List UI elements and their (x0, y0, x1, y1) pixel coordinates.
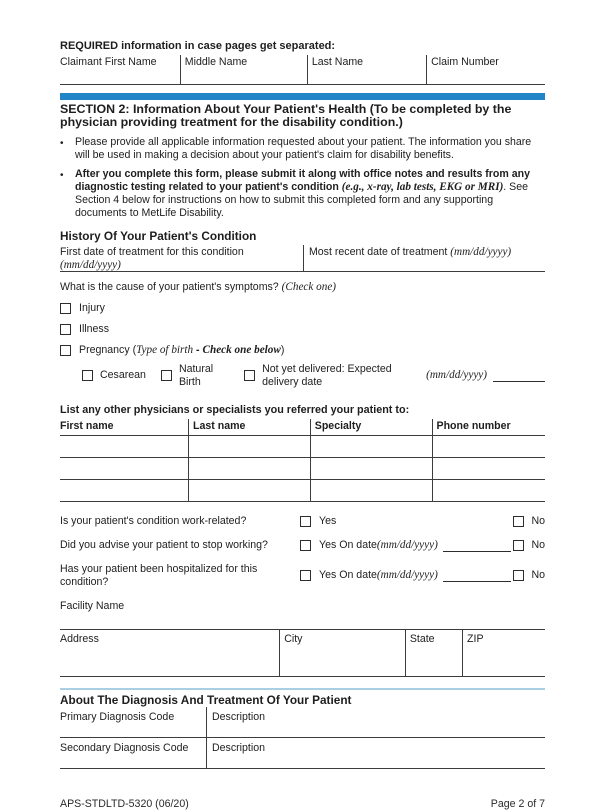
field-label: Middle Name (184, 56, 248, 68)
column-header-specialty: Specialty (310, 419, 432, 435)
no-option (513, 515, 545, 528)
bullet-text-rest: . See Section 4 below for instructions on how to submit this completed form and any supporting documents to MetLife Disability. (75, 180, 529, 219)
yes-option (300, 569, 511, 582)
cause-option-pregnancy (60, 344, 545, 357)
field-label: Claim Number (431, 56, 499, 68)
field-claimant-first-name[interactable] (60, 55, 180, 84)
checkbox-stop-working-yes[interactable] (300, 540, 311, 551)
option-label: Injury (79, 301, 105, 314)
field-middle-name[interactable] (180, 55, 307, 84)
bullet-text-examples: (e.g., x-ray, lab tests, EKG or MRI) (341, 180, 504, 193)
date-format-hint: (mm/dd/yyyy) (376, 569, 438, 582)
checkbox-work-related-yes[interactable] (300, 516, 311, 527)
field-city[interactable] (279, 630, 405, 676)
bullet-text: Please provide all applicable information requested about your patient. The information you share will be used in making a decision about your patient's claim for disability benefits. (75, 135, 532, 161)
light-blue-divider (60, 688, 545, 690)
required-fields-table (60, 55, 545, 85)
checkbox-hospitalized-yes[interactable] (300, 570, 311, 581)
referral-phone-field[interactable] (432, 458, 545, 479)
question-text: Did you advise your patient to stop working? (60, 538, 268, 551)
option-label: Not yet delivered: Expected delivery date (262, 362, 392, 388)
option-label: Pregnancy (Type of birth - Check one below) (79, 343, 285, 356)
pregnancy-type-hint: Type of birth (136, 343, 194, 356)
yes-option (300, 515, 336, 528)
field-last-name[interactable] (307, 55, 426, 84)
referral-specialty-field[interactable] (310, 480, 432, 501)
option-label: Natural Birth (178, 362, 214, 388)
hospitalized-date-field[interactable] (443, 569, 511, 582)
referral-specialty-field[interactable] (310, 436, 432, 457)
form-number: APS-STDLTD-5320 (06/20) (60, 797, 189, 810)
question-hospitalized (60, 563, 545, 589)
checkbox-natural-birth[interactable] (161, 370, 172, 381)
date-format-hint: (mm/dd/yyyy) (60, 258, 121, 271)
no-label: No (531, 569, 545, 582)
no-option (513, 539, 545, 552)
no-label: No (531, 514, 545, 527)
cause-option-injury (60, 302, 545, 315)
check-one-below-hint: Check one below (202, 343, 281, 356)
question-work-related (60, 515, 545, 528)
bullet-icon: • (60, 169, 64, 181)
check-one-hint: (Check one) (281, 280, 337, 293)
birth-type-options (82, 363, 545, 389)
referrals-table-row (60, 458, 545, 480)
facility-address-table (60, 629, 545, 677)
bullet-submit-form (60, 168, 545, 220)
field-label: First date of treatment for this condition (60, 245, 244, 258)
field-label: Secondary Diagnosis Code (60, 741, 189, 754)
referral-phone-field[interactable] (432, 480, 545, 501)
checkbox-stop-working-no[interactable] (513, 540, 524, 551)
checkbox-hospitalized-no[interactable] (513, 570, 524, 581)
cause-question-text: What is the cause of your patient's symptoms? (60, 280, 282, 293)
option-label: Cesarean (100, 369, 146, 382)
date-format-hint: (mm/dd/yyyy) (376, 538, 438, 551)
field-label: Address (60, 632, 99, 645)
field-label: Description (211, 741, 265, 754)
bullet-provide-info (60, 136, 545, 162)
field-zip[interactable] (462, 630, 545, 676)
field-secondary-diagnosis-code[interactable] (60, 738, 206, 768)
yes-label: Yes (319, 514, 337, 527)
yes-label: Yes On date (319, 538, 377, 551)
checkbox-not-yet-delivered[interactable] (244, 370, 255, 381)
required-strip-heading: REQUIRED information in case pages get separated: (60, 40, 336, 52)
field-label: ZIP (467, 632, 484, 645)
no-option (513, 569, 545, 582)
referral-first-name-field[interactable] (60, 458, 188, 479)
referral-last-name-field[interactable] (188, 436, 310, 457)
referral-first-name-field[interactable] (60, 480, 188, 501)
date-format-hint: (mm/dd/yyyy) (426, 369, 487, 382)
bullet-text (75, 168, 545, 220)
bullet-icon: • (60, 137, 64, 149)
checkbox-work-related-no[interactable] (513, 516, 524, 527)
checkbox-cesarean[interactable] (82, 370, 93, 381)
field-label: Most recent date of treatment (308, 245, 451, 258)
column-header-last-name: Last name (188, 419, 310, 435)
field-secondary-diagnosis-description[interactable] (206, 738, 545, 768)
referrals-table-row (60, 480, 545, 502)
field-address[interactable] (60, 630, 279, 676)
field-label: Last Name (311, 56, 364, 68)
referrals-header-row (60, 419, 545, 436)
field-label: City (284, 632, 303, 645)
no-label: No (531, 538, 545, 551)
referral-first-name-field[interactable] (60, 436, 188, 457)
diagnosis-heading: About The Diagnosis And Treatment Of Your Patient (60, 692, 352, 707)
facility-name-field[interactable]: Facility Name (60, 599, 125, 612)
field-label: Claimant First Name (60, 56, 157, 68)
cause-question (60, 281, 545, 294)
history-heading: History Of Your Patient's Condition (60, 228, 257, 243)
checkbox-pregnancy[interactable] (60, 345, 71, 356)
cause-option-illness (60, 323, 545, 336)
referral-phone-field[interactable] (432, 436, 545, 457)
checkbox-illness[interactable] (60, 324, 71, 335)
bullet-text-bold: After you complete this form, please submit it along with office notes and results from any diagnostic testing related to your patient's condition (75, 167, 531, 193)
referrals-table-row (60, 436, 545, 458)
referral-specialty-field[interactable] (310, 458, 432, 479)
question-text: Has your patient been hospitalized for this condition? (60, 562, 258, 588)
referrals-heading: List any other physicians or specialists you referred your patient to: (60, 403, 410, 416)
field-primary-diagnosis-code[interactable] (60, 707, 206, 737)
stop-working-date-field[interactable] (443, 539, 511, 552)
referral-last-name-field[interactable] (188, 480, 310, 501)
field-claim-number[interactable] (426, 55, 545, 84)
section2-title: SECTION 2: Information About Your Patient's Health (To be completed by the physician providing treatment for the disability condition.) (60, 102, 512, 130)
section-divider-bar (60, 93, 545, 100)
date-format-hint: (mm/dd/yyyy) (450, 245, 512, 258)
yes-no-questions (60, 515, 545, 589)
referral-last-name-field[interactable] (188, 458, 310, 479)
field-primary-diagnosis-description[interactable] (206, 707, 545, 737)
field-recent-treatment-date[interactable] (304, 245, 545, 271)
referrals-table (60, 419, 545, 502)
page-footer (60, 798, 545, 811)
yes-option (300, 539, 511, 552)
column-header-first-name: First name (60, 419, 114, 432)
treatment-dates-row (60, 245, 545, 272)
field-state[interactable] (405, 630, 462, 676)
expected-delivery-date-field[interactable] (493, 369, 545, 382)
yes-label: Yes On date (319, 569, 377, 582)
page-number: Page 2 of 7 (490, 797, 545, 810)
question-text: Is your patient's condition work-related? (60, 514, 247, 527)
column-header-phone-number: Phone number (432, 419, 545, 435)
field-label: State (409, 632, 435, 645)
question-advised-stop-working (60, 539, 545, 552)
option-label: Illness (79, 322, 110, 335)
primary-diagnosis-row (60, 707, 545, 738)
checkbox-injury[interactable] (60, 303, 71, 314)
field-label: Description (211, 710, 265, 723)
secondary-diagnosis-row (60, 738, 545, 769)
field-label: Primary Diagnosis Code (60, 710, 175, 723)
field-first-treatment-date[interactable] (60, 245, 304, 271)
